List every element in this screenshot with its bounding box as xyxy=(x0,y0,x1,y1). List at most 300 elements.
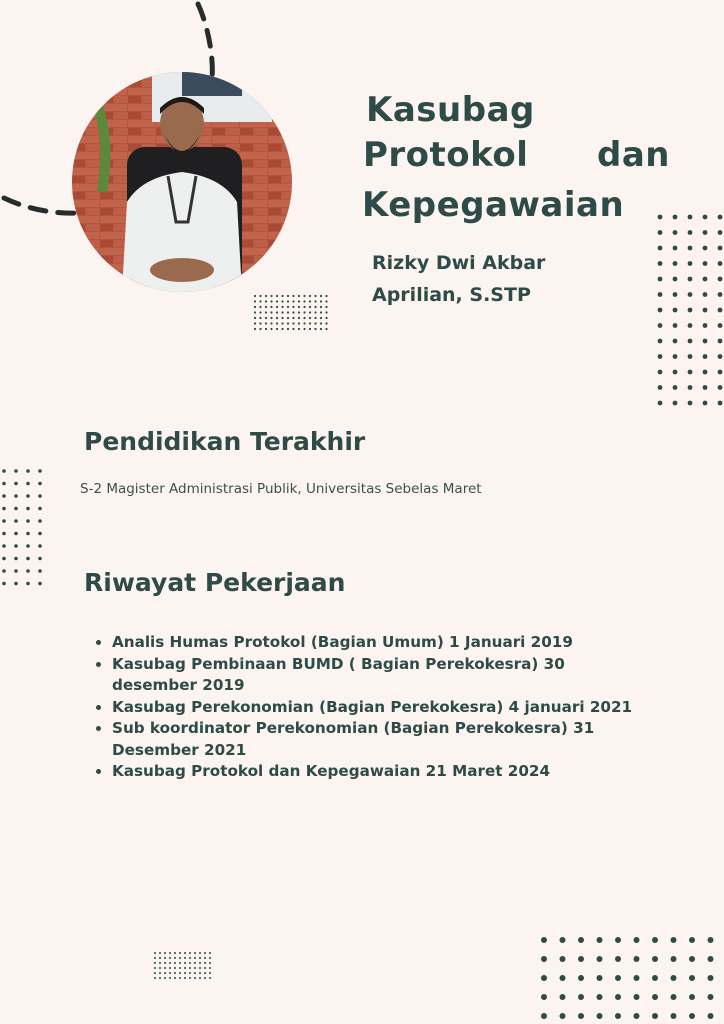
decor-dot xyxy=(578,994,584,1000)
work-history-list xyxy=(90,632,652,783)
decor-dot xyxy=(38,532,42,536)
decor-dot xyxy=(298,295,300,297)
decor-dot xyxy=(309,311,311,313)
decor-dot xyxy=(287,295,289,297)
list-item: • Kasubag Perekonomian (Bagian Perekokesra) 4 januari 2021 xyxy=(112,697,652,719)
decor-dot xyxy=(658,292,663,297)
decor-dot xyxy=(718,246,723,251)
decor-dot xyxy=(673,385,678,390)
decor-dot xyxy=(689,956,695,962)
decor-dot xyxy=(2,519,6,523)
decor-dot xyxy=(204,972,206,974)
decor-dot xyxy=(652,937,658,943)
decor-dot xyxy=(292,306,294,308)
decor-dot xyxy=(615,1013,621,1019)
decor-dot xyxy=(615,994,621,1000)
decor-dot xyxy=(703,339,708,344)
dot-grid-left xyxy=(0,466,44,594)
decor-dot xyxy=(26,569,30,573)
decor-dot xyxy=(688,370,693,375)
decor-dot xyxy=(254,322,256,324)
decor-dot xyxy=(658,308,663,313)
decor-dot xyxy=(303,300,305,302)
decor-dot xyxy=(673,401,678,406)
decor-dot xyxy=(204,977,206,979)
decor-dot xyxy=(164,967,166,969)
decor-dot xyxy=(703,292,708,297)
decor-dot xyxy=(658,246,663,251)
decor-dot xyxy=(689,1013,695,1019)
decor-dot xyxy=(38,582,42,586)
decor-dot xyxy=(320,311,322,313)
decor-dot xyxy=(174,972,176,974)
decor-dot xyxy=(169,962,171,964)
decor-dot xyxy=(169,972,171,974)
decor-dot xyxy=(541,956,547,962)
decor-dot xyxy=(325,317,327,319)
decor-dot xyxy=(14,569,18,573)
decor-dot xyxy=(276,317,278,319)
decor-dot xyxy=(597,994,603,1000)
decor-dot xyxy=(254,306,256,308)
decor-dot xyxy=(673,246,678,251)
decor-dot xyxy=(14,494,18,498)
decor-dot xyxy=(281,295,283,297)
decor-dot xyxy=(314,328,316,330)
decor-dot xyxy=(298,317,300,319)
decor-dot xyxy=(689,975,695,981)
work-history-heading: Riwayat Pekerjaan xyxy=(84,568,346,597)
decor-dot xyxy=(259,328,261,330)
decor-dot xyxy=(189,962,191,964)
decor-dot xyxy=(179,967,181,969)
decor-dot xyxy=(673,354,678,359)
decor-dot xyxy=(718,385,723,390)
decor-dot xyxy=(2,507,6,511)
decor-dot xyxy=(688,323,693,328)
decor-dot xyxy=(14,482,18,486)
decor-dot xyxy=(688,246,693,251)
decor-dot xyxy=(708,975,714,981)
decor-dot xyxy=(658,401,663,406)
decor-dot xyxy=(292,295,294,297)
decor-dot xyxy=(159,977,161,979)
decor-dot xyxy=(276,295,278,297)
decor-dot xyxy=(688,401,693,406)
decor-dot xyxy=(259,317,261,319)
decor-dot xyxy=(578,956,584,962)
decor-dot xyxy=(634,975,640,981)
education-text: S-2 Magister Administrasi Publik, Universitas Sebelas Maret xyxy=(80,481,482,497)
decor-dot xyxy=(199,967,201,969)
decor-dot xyxy=(14,557,18,561)
decor-dot xyxy=(703,385,708,390)
decor-dot xyxy=(199,957,201,959)
decor-dot xyxy=(652,1013,658,1019)
decor-dot xyxy=(309,322,311,324)
decor-dot xyxy=(204,952,206,954)
decor-dot xyxy=(314,317,316,319)
decor-dot xyxy=(184,967,186,969)
decor-dot xyxy=(671,1013,677,1019)
decor-dot xyxy=(194,972,196,974)
decor-dot xyxy=(159,957,161,959)
profile-photo xyxy=(72,72,292,292)
job-title-line-3: Kepegawaian xyxy=(362,185,625,225)
decor-dot xyxy=(320,295,322,297)
decor-dot xyxy=(309,295,311,297)
decor-dot xyxy=(708,994,714,1000)
decor-dot xyxy=(708,1013,714,1019)
decor-dot xyxy=(26,544,30,548)
decor-dot xyxy=(287,317,289,319)
decor-dot xyxy=(673,230,678,235)
decor-dot xyxy=(708,937,714,943)
decor-dot xyxy=(673,277,678,282)
dot-grid-bottom-right xyxy=(538,934,724,1024)
decor-dot xyxy=(38,544,42,548)
decor-dot xyxy=(209,972,211,974)
decor-dot xyxy=(298,311,300,313)
decor-dot xyxy=(159,962,161,964)
decor-dot xyxy=(673,370,678,375)
decor-dot xyxy=(189,952,191,954)
decor-dot xyxy=(688,339,693,344)
decor-dot xyxy=(164,977,166,979)
decor-dot xyxy=(38,494,42,498)
decor-dot xyxy=(673,261,678,266)
decor-dot xyxy=(703,401,708,406)
decor-dot xyxy=(38,507,42,511)
decor-dot xyxy=(688,230,693,235)
decor-dot xyxy=(259,311,261,313)
decor-dot xyxy=(259,300,261,302)
decor-dot xyxy=(658,323,663,328)
decor-dot xyxy=(597,956,603,962)
decor-dot xyxy=(270,311,272,313)
decor-dot xyxy=(2,557,6,561)
decor-dot xyxy=(189,977,191,979)
decor-dot xyxy=(303,317,305,319)
decor-dot xyxy=(154,957,156,959)
decor-dot xyxy=(2,494,6,498)
decor-dot xyxy=(658,339,663,344)
decor-dot xyxy=(276,306,278,308)
decor-dot xyxy=(270,295,272,297)
decor-dot xyxy=(658,385,663,390)
decor-dot xyxy=(194,952,196,954)
decor-dot xyxy=(673,215,678,220)
person-name-line-2: Aprilian, S.STP xyxy=(372,284,531,306)
decor-dot xyxy=(560,937,566,943)
decor-dot xyxy=(541,937,547,943)
decor-dot xyxy=(292,311,294,313)
decor-dot xyxy=(703,354,708,359)
decor-dot xyxy=(38,569,42,573)
decor-dot xyxy=(26,482,30,486)
decor-dot xyxy=(634,1013,640,1019)
decor-dot xyxy=(673,323,678,328)
list-item: • Sub koordinator Perekonomian (Bagian Perekokesra) 31 Desember 2021 xyxy=(112,718,652,761)
decor-dot xyxy=(703,230,708,235)
decor-dot xyxy=(541,1013,547,1019)
decor-dot xyxy=(597,937,603,943)
decor-dot xyxy=(615,937,621,943)
decor-dot xyxy=(303,322,305,324)
decor-dot xyxy=(718,401,723,406)
decor-dot xyxy=(658,354,663,359)
decor-dot xyxy=(325,300,327,302)
decor-dot xyxy=(179,972,181,974)
decor-dot xyxy=(597,1013,603,1019)
decor-dot xyxy=(281,322,283,324)
decor-dot xyxy=(26,557,30,561)
decor-dot xyxy=(189,967,191,969)
decor-dot xyxy=(673,339,678,344)
decor-dot xyxy=(26,532,30,536)
decor-dot xyxy=(265,311,267,313)
decor-dot xyxy=(265,295,267,297)
decor-dot xyxy=(309,300,311,302)
decor-dot xyxy=(689,937,695,943)
decor-dot xyxy=(2,469,6,473)
decor-dot xyxy=(718,215,723,220)
decor-dot xyxy=(169,952,171,954)
decor-dot xyxy=(689,994,695,1000)
decor-dot xyxy=(265,322,267,324)
decor-dot xyxy=(718,339,723,344)
decor-dot xyxy=(204,962,206,964)
decor-dot xyxy=(634,956,640,962)
decor-dot xyxy=(2,582,6,586)
decor-dot xyxy=(718,323,723,328)
decor-dot xyxy=(703,308,708,313)
decor-dot xyxy=(159,967,161,969)
decor-dot xyxy=(194,962,196,964)
decor-dot xyxy=(169,977,171,979)
list-item: • Kasubag Pembinaan BUMD ( Bagian Perekokesra) 30 desember 2019 xyxy=(112,654,652,697)
decor-dot xyxy=(254,300,256,302)
decor-dot xyxy=(154,977,156,979)
decor-dot xyxy=(658,215,663,220)
decor-dot xyxy=(658,261,663,266)
decor-dot xyxy=(169,967,171,969)
decor-dot xyxy=(671,937,677,943)
decor-dot xyxy=(325,306,327,308)
decor-dot xyxy=(174,967,176,969)
decor-dot xyxy=(2,569,6,573)
decor-dot xyxy=(615,956,621,962)
decor-dot xyxy=(325,322,327,324)
decor-dot xyxy=(320,328,322,330)
dot-grid-top-right xyxy=(655,212,724,416)
decor-dot xyxy=(26,507,30,511)
decor-dot xyxy=(184,962,186,964)
decor-dot xyxy=(270,306,272,308)
decor-dot xyxy=(560,956,566,962)
decor-dot xyxy=(281,328,283,330)
decor-dot xyxy=(718,261,723,266)
decor-dot xyxy=(254,311,256,313)
decor-dot xyxy=(2,544,6,548)
decor-dot xyxy=(309,328,311,330)
decor-dot xyxy=(718,370,723,375)
decor-dot xyxy=(209,977,211,979)
decor-dot xyxy=(2,532,6,536)
decor-dot xyxy=(199,952,201,954)
decor-dot xyxy=(270,322,272,324)
decor-dot xyxy=(184,972,186,974)
decor-dot xyxy=(209,962,211,964)
decor-dot xyxy=(38,482,42,486)
job-title-line-1: Kasubag xyxy=(366,90,535,130)
decor-dot xyxy=(652,975,658,981)
decor-dot xyxy=(174,957,176,959)
decor-dot xyxy=(314,295,316,297)
decor-dot xyxy=(303,306,305,308)
decor-dot xyxy=(718,308,723,313)
job-title-line-2b: dan xyxy=(597,135,670,175)
decor-dot xyxy=(541,975,547,981)
decor-dot xyxy=(276,328,278,330)
decor-dot xyxy=(199,972,201,974)
decor-dot xyxy=(281,311,283,313)
decor-dot xyxy=(164,962,166,964)
decor-dot xyxy=(718,292,723,297)
decor-dot xyxy=(276,311,278,313)
decor-dot xyxy=(154,962,156,964)
decor-dot xyxy=(38,557,42,561)
decor-dot xyxy=(673,292,678,297)
decor-dot xyxy=(320,306,322,308)
decor-dot xyxy=(14,507,18,511)
decor-dot xyxy=(26,519,30,523)
decor-dot xyxy=(303,295,305,297)
decor-dot xyxy=(2,482,6,486)
list-item: • Analis Humas Protokol (Bagian Umum) 1 Januari 2019 xyxy=(112,632,652,654)
decor-dot xyxy=(292,322,294,324)
decor-dot xyxy=(26,469,30,473)
decor-dot xyxy=(38,469,42,473)
decor-dot xyxy=(14,582,18,586)
decor-dot xyxy=(159,972,161,974)
decor-dot xyxy=(276,300,278,302)
decor-dot xyxy=(287,306,289,308)
decor-dot xyxy=(179,962,181,964)
decor-dot xyxy=(578,975,584,981)
decor-dot xyxy=(287,322,289,324)
decor-dot xyxy=(259,295,261,297)
decor-dot xyxy=(703,215,708,220)
dot-grid-bottom-small xyxy=(153,951,215,983)
decor-dot xyxy=(179,952,181,954)
decor-dot xyxy=(309,306,311,308)
decor-dot xyxy=(303,328,305,330)
decor-dot xyxy=(688,292,693,297)
decor-dot xyxy=(169,957,171,959)
decor-dot xyxy=(254,295,256,297)
person-name-line-1: Rizky Dwi Akbar xyxy=(372,252,546,274)
decor-dot xyxy=(325,295,327,297)
decor-dot xyxy=(154,967,156,969)
decor-dot xyxy=(292,300,294,302)
decor-dot xyxy=(688,308,693,313)
decor-dot xyxy=(560,1013,566,1019)
decor-dot xyxy=(174,952,176,954)
decor-dot xyxy=(179,957,181,959)
decor-dot xyxy=(314,306,316,308)
decor-dot xyxy=(14,532,18,536)
decor-dot xyxy=(314,322,316,324)
decor-dot xyxy=(688,354,693,359)
decor-dot xyxy=(174,962,176,964)
decor-dot xyxy=(159,952,161,954)
decor-dot xyxy=(265,317,267,319)
decor-dot xyxy=(26,494,30,498)
decor-dot xyxy=(164,972,166,974)
decor-dot xyxy=(281,306,283,308)
decor-dot xyxy=(320,322,322,324)
decor-dot xyxy=(189,972,191,974)
decor-dot xyxy=(259,306,261,308)
decor-dot xyxy=(688,277,693,282)
list-item: • Kasubag Protokol dan Kepegawaian 21 Maret 2024 xyxy=(112,761,652,783)
decor-dot xyxy=(189,957,191,959)
decor-dot xyxy=(671,994,677,1000)
decor-dot xyxy=(14,544,18,548)
decor-dot xyxy=(703,246,708,251)
decor-dot xyxy=(184,952,186,954)
decor-dot xyxy=(14,469,18,473)
decor-dot xyxy=(688,261,693,266)
decor-dot xyxy=(199,977,201,979)
decor-dot xyxy=(259,322,261,324)
decor-dot xyxy=(199,962,201,964)
decor-dot xyxy=(658,277,663,282)
decor-dot xyxy=(204,957,206,959)
decor-dot xyxy=(204,967,206,969)
decor-dot xyxy=(270,328,272,330)
decor-dot xyxy=(652,956,658,962)
decor-dot xyxy=(292,317,294,319)
decor-dot xyxy=(615,975,621,981)
decor-dot xyxy=(671,975,677,981)
decor-dot xyxy=(325,328,327,330)
decor-dot xyxy=(578,937,584,943)
decor-dot xyxy=(164,952,166,954)
decor-dot xyxy=(265,306,267,308)
decor-dot xyxy=(597,975,603,981)
decor-dot xyxy=(658,230,663,235)
decor-dot xyxy=(718,230,723,235)
decor-dot xyxy=(287,311,289,313)
decor-dot xyxy=(320,317,322,319)
decor-dot xyxy=(14,519,18,523)
decor-dot xyxy=(298,300,300,302)
decor-dot xyxy=(254,328,256,330)
decor-dot xyxy=(194,977,196,979)
decor-dot xyxy=(209,952,211,954)
decor-dot xyxy=(281,300,283,302)
decor-dot xyxy=(174,977,176,979)
decor-dot xyxy=(578,1013,584,1019)
decor-dot xyxy=(194,967,196,969)
decor-dot xyxy=(179,977,181,979)
decor-dot xyxy=(703,277,708,282)
job-title-line-2: Protokol xyxy=(363,135,529,175)
decor-dot xyxy=(184,977,186,979)
decor-dot xyxy=(281,317,283,319)
